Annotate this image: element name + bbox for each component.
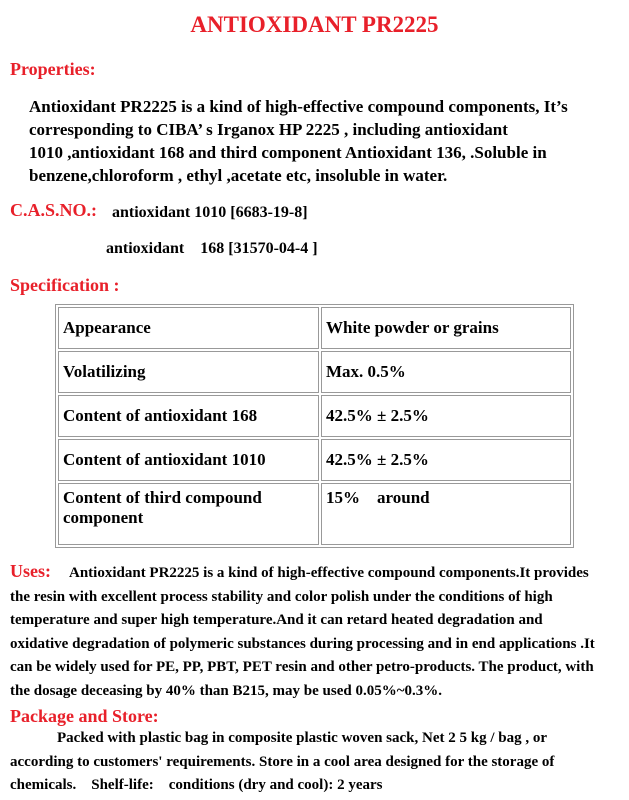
- uses-line: Antioxidant PR2225 is a kind of high-effective compound components.It provides: [69, 565, 589, 581]
- uses-heading: Uses:: [10, 561, 51, 581]
- specification-heading: Specification :: [10, 275, 120, 295]
- package-section: [10, 727, 622, 798]
- spec-name-cell: Appearance: [58, 307, 319, 349]
- properties-line: Antioxidant PR2225 is a kind of high-effective compound components, It’s: [29, 97, 568, 116]
- properties-heading: Properties:: [10, 59, 96, 79]
- properties-line: corresponding to CIBA’ s Irganox HP 2225 , including antioxidant: [29, 120, 508, 139]
- cas-line-1: antioxidant 1010 [6683-19-8]: [112, 204, 308, 221]
- specification-table: [55, 304, 574, 548]
- package-heading: Package and Store:: [10, 706, 159, 726]
- spec-name-cell: Content of antioxidant 168: [58, 395, 319, 437]
- uses-line: oxidative degradation of polymeric substances during processing and in end applications .It: [10, 635, 595, 652]
- properties-line: 1010 ,antioxidant 168 and third component Antioxidant 136, .Soluble in: [29, 143, 547, 162]
- uses-line: the dosage deceasing by 40% than B215, may be used 0.05%~0.3%.: [10, 682, 442, 699]
- uses-first-line: [10, 560, 622, 586]
- document-title: ANTIOXIDANT PR2225: [190, 12, 439, 37]
- table-row: [58, 307, 571, 349]
- package-line: according to customers' requirements. Store in a cool area designed for the storage of: [10, 753, 555, 770]
- spec-name-cell: Volatilizing: [58, 351, 319, 393]
- properties-line: benzene,chloroform , ethyl ,acetate etc, insoluble in water.: [29, 166, 448, 185]
- cas-heading: C.A.S.NO.:: [10, 200, 98, 220]
- table-row: [58, 351, 571, 393]
- uses-line: can be widely used for PE, PP, PBT, PET resin and other petro-products. The product, with: [10, 659, 594, 675]
- spec-name-cell: Content of third compound component: [58, 483, 319, 545]
- uses-line: temperature and super high temperature.And it can retard heated degradation and: [10, 612, 543, 628]
- uses-section: [10, 560, 622, 703]
- table-row: [58, 439, 571, 481]
- spec-value-cell: Max. 0.5%: [321, 351, 571, 393]
- package-line: chemicals. Shelf-life: conditions (dry and cool): 2 years: [10, 777, 383, 793]
- spec-value-cell: 42.5% ± 2.5%: [321, 439, 571, 481]
- table-row: [58, 483, 571, 545]
- properties-text: [29, 95, 619, 187]
- spec-value-cell: 42.5% ± 2.5%: [321, 395, 571, 437]
- spec-name-cell: Content of antioxidant 1010: [58, 439, 319, 481]
- package-line: Packed with plastic bag in composite plastic woven sack, Net 2 5 kg / bag , or: [57, 730, 548, 746]
- cas-line-2: antioxidant 168 [31570-04-4 ]: [106, 240, 318, 257]
- uses-line: the resin with excellent process stability and color polish under the conditions of high: [10, 588, 553, 605]
- spec-value-cell: 15% around: [321, 483, 571, 545]
- spec-value-cell: White powder or grains: [321, 307, 571, 349]
- table-row: [58, 395, 571, 437]
